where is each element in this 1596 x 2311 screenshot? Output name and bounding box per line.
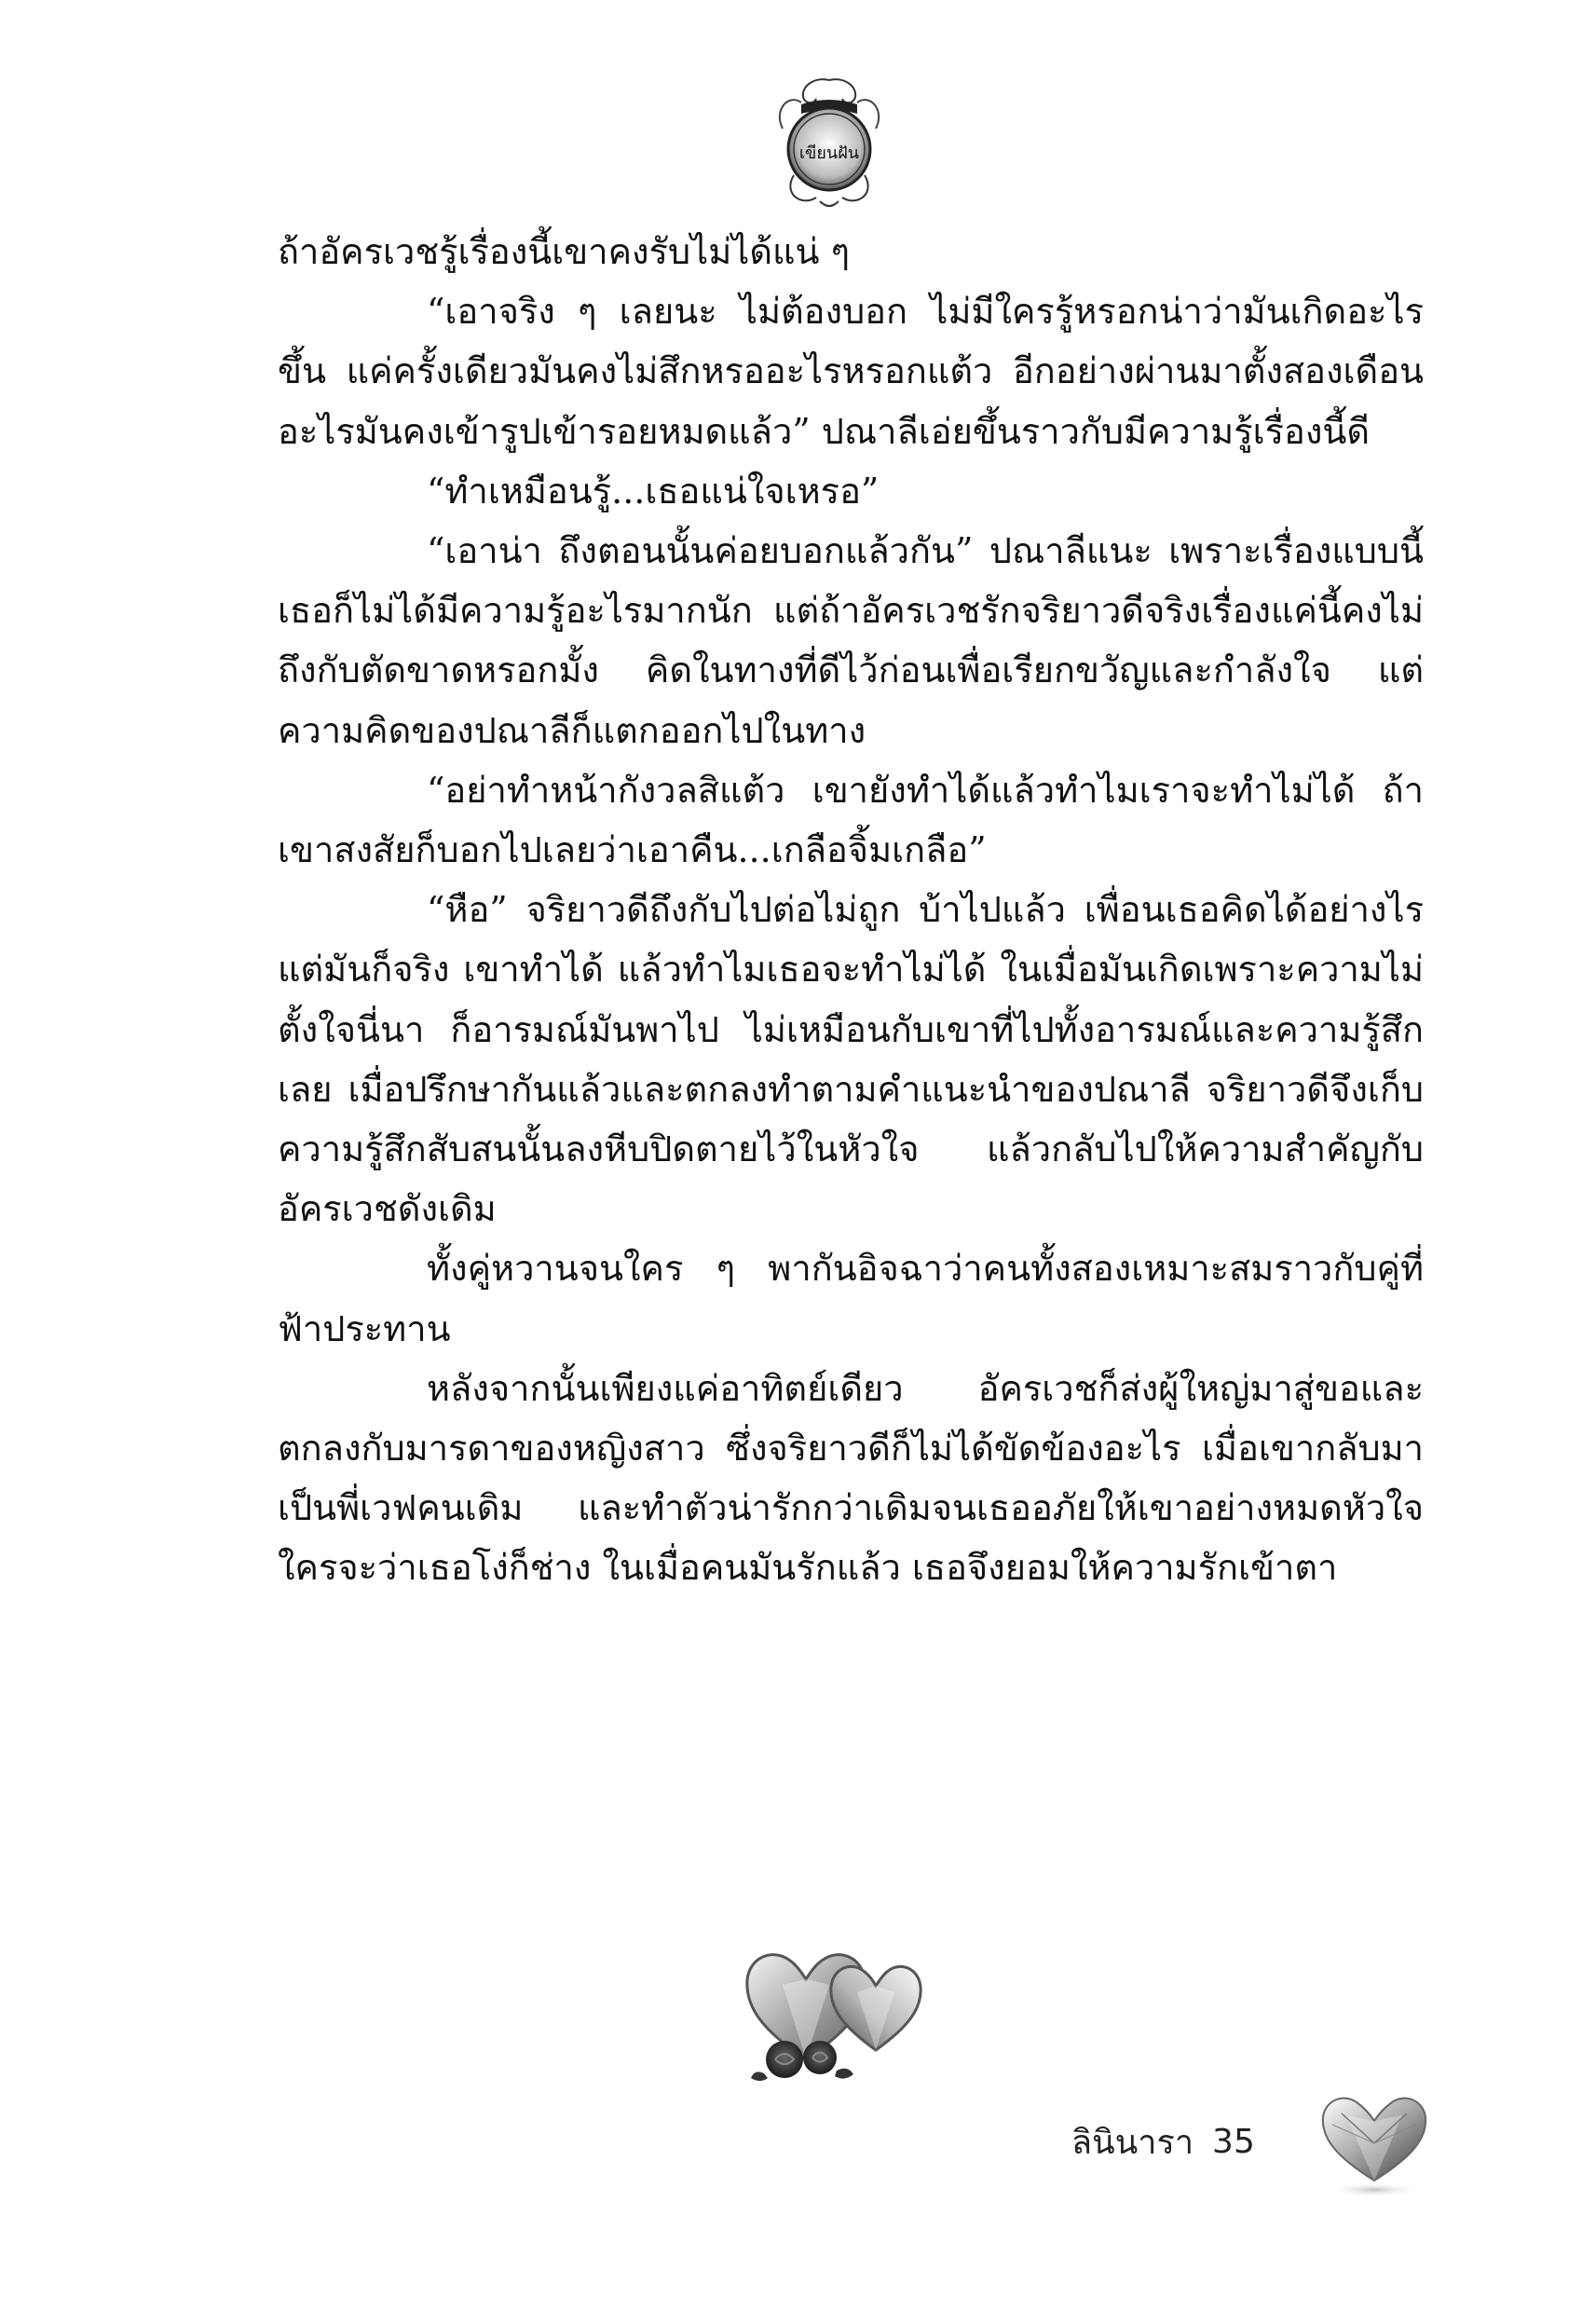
- body-paragraph: “เอาจริง ๆ เลยนะ ไม่ต้องบอก ไม่มีใครรู้หรอกน่าว่ามันเกิดอะไรขึ้น แค่ครั้งเดียวมันคงไม่สึกหรออะไรหรอกแต้ว อีกอย่างผ่านมาตั้งสองเดือน อะไรมันคงเข้ารูปเข้ารอยหมดแล้ว” ปณาลีเอ่ยขึ้นราวกับมีความรู้เรื่องนี้ดี: [278, 291, 1424, 452]
- body-paragraph: “ทำเหมือนรู้...เธอแน่ใจเหรอ”: [427, 470, 880, 512]
- book-crest-logo-icon: [764, 73, 894, 212]
- body-paragraph: “หือ” จริยาวดีถึงกับไปต่อไม่ถูก บ้าไปแล้ว เพื่อนเธอคิดได้อย่างไร แต่มันก็จริง เขาทำได้ แล้วทำไมเธอจะทำไม่ได้ ในเมื่อมันเกิดเพราะความไม่ตั้งใจนี่นา ก็อารมณ์มันพาไป ไม่เหมือนกับเขาที่ไปทั้งอารมณ์และความรู้สึกเลย เมื่อปรึกษากันแล้วและตกลงทำตามคำแนะนำของปณาลี จริยาวดีจึงเก็บความรู้สึกสับสนนั้นลงหีบปิดตายไว้ในหัวใจ แล้วกลับไปให้ความสำคัญกับอัครเวชดังเดิม: [278, 889, 1424, 1230]
- diamond-heart-icon: [1314, 2087, 1435, 2199]
- body-paragraph: ถ้าอัครเวชรู้เรื่องนี้เขาคงรับไม่ได้แน่ ๆ: [278, 231, 850, 272]
- body-paragraph: “เอาน่า ถึงตอนนั้นค่อยบอกแล้วกัน” ปณาลีแนะ เพราะเรื่องแบบนี้เธอก็ไม่ได้มีความรู้อะไรมากนัก แต่ถ้าอัครเวชรักจริยาวดีจริงเรื่องแค่นี้คงไม่ถึงกับตัดขาดหรอกมั้ง คิดในทางที่ดีไว้ก่อนเพื่อเรียกขวัญและกำลังใจ แต่ความคิดของปณาลีก็แตกออกไปในทาง: [278, 530, 1424, 751]
- page-number: 35: [1212, 2122, 1255, 2161]
- logo-text: เขียนฝัน: [798, 144, 860, 163]
- body-paragraph: หลังจากนั้นเพียงแค่อาทิตย์เดียว อัครเวชก็ส่งผู้ใหญ่มาสู่ขอและตกลงกับมารดาของหญิงสาว ซึ่งจริยาวดีก็ไม่ได้ขัดข้องอะไร เมื่อเขากลับมาเป็นพี่เวฟคนเดิม และทำตัวน่ารักกว่าเดิมจนเธออภัยให้เขาอย่างหมดหัวใจ ใครจะว่าเธอโง่ก็ช่าง ในเมื่อคนมันรักแล้ว เธอจึงยอมให้ความรักเข้าตา: [278, 1367, 1424, 1589]
- body-paragraph: “อย่าทำหน้ากังวลสิแต้ว เขายังทำได้แล้วทำไมเราจะทำไม่ได้ ถ้าเขาสงสัยก็บอกไปเลยว่าเอาคืน...เกลือจิ้มเกลือ”: [278, 769, 1424, 871]
- body-paragraph: ทั้งคู่หวานจนใคร ๆ พากันอิจฉาว่าคนทั้งสองเหมาะสมราวกับคู่ที่ฟ้าประทาน: [278, 1248, 1424, 1349]
- hearts-and-roses-icon: [727, 1920, 941, 2087]
- body-text: [278, 222, 1424, 1598]
- page-footer: [1071, 2113, 1255, 2169]
- author-name: ลินินารา: [1071, 2123, 1194, 2162]
